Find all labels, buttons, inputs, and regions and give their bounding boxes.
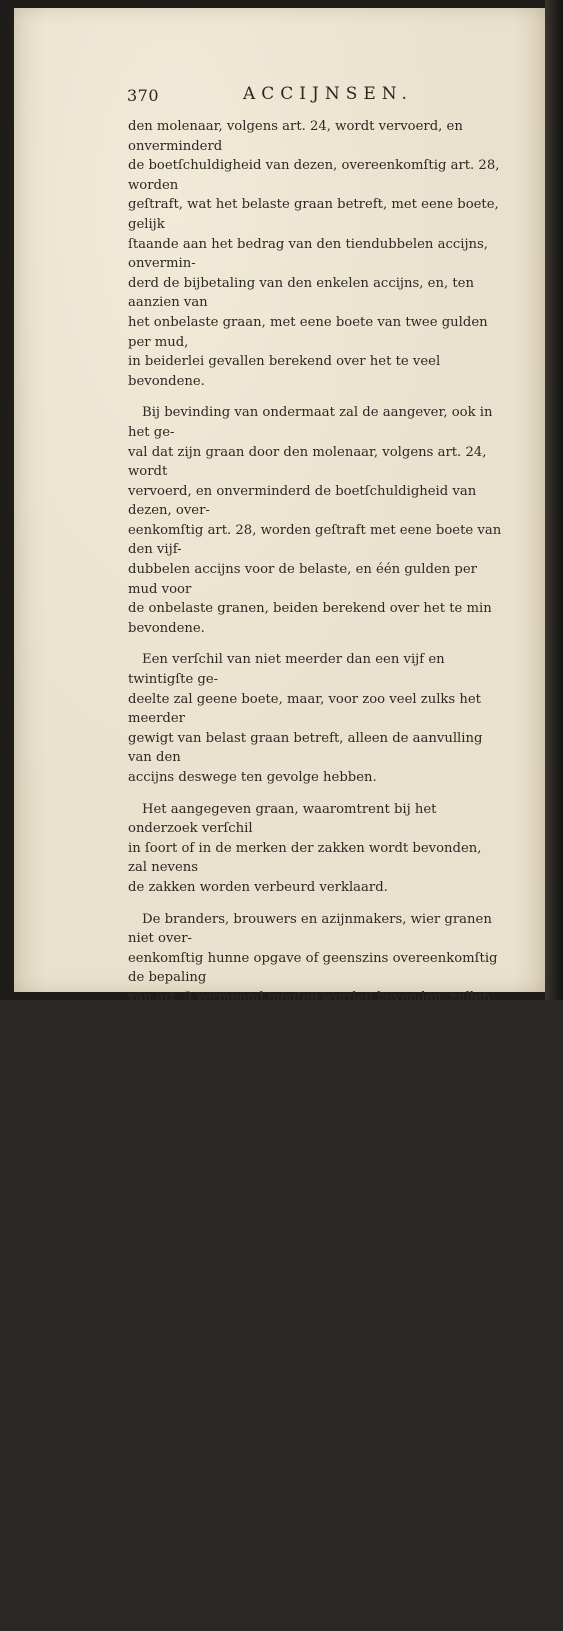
- paragraph-1: den molenaar, volgens art. 24, wordt vervoerd, en onverminderd de boetſchuldigheid van dezen, overeenkomſtig art. 28, worden geſtraft, wat het belaste graan betreft, met eene boete, gelijk ſtaande aan het bedrag van den tiendubbelen accijns, onvermin- derd de bijbetaling van den enkelen accijns, en, ten aanzien van het onbelaste graan, met eene boete van twee gulden per mud, in beiderlei gevallen berekend over het te veel bevondene.: [128, 119, 500, 389]
- running-title: ACCIJNSEN.: [243, 84, 413, 104]
- page-header: [113, 82, 513, 106]
- paragraph-2: Bij bevinding van ondermaat zal de aangever, ook in het ge- val dat zijn graan door den molenaar, volgens art. 24, wordt vervoerd, en onverminderd de boetſchuldigheid van dezen, over- eenkomſtig art. 28, worden geſtraft met eene boete van den vijf- dubbelen accijns voor de belaste, en één gulden per mud voor de onbelaste granen, beiden berekend over het te min bevondene.: [128, 405, 502, 636]
- body-text: [128, 117, 503, 1631]
- paragraph-4: Het aangegeven graan, waaromtrent bij het onderzoek verſchil in ſoort of in de merken der zakken wordt bevonden, zal nevens de zakken worden verbeurd verklaard.: [128, 801, 482, 895]
- page-edge-shadow: [545, 0, 563, 1000]
- page-number: 370: [127, 86, 160, 105]
- paragraph-3: Een verſchil van niet meerder dan een vijf en twintigſte ge- deelte zal geene boete, maar, voor zoo veel zulks het meerder gewigt van belast graan betreft, alleen de aanvulling van den accijns deswege ten gevolge hebben.: [128, 652, 483, 785]
- paragraph-6: De merken zullen op de zakken in olieverw moeten zijn en enkel aan dezer buitenzijde mogen worden geſteld, op verbeurte van het daarin zich bevindende graan, nevens de zakken.: [128, 1158, 493, 1272]
- paragraph-5: De branders, brouwers en azijnmakers, wier granen niet over- eenkomſtig hunne opgave of geenszins overeenkomſtig de bepaling van art. 3 vermengd mogten worden bevonden, zullen verbeuren eene boete van 20 centen voor elk pond, welke boete echter in het eerstgemelde geval, bij een verſchil van niet meer dan een vijf en twintigſte gedeelte, geenszins van toepaſsing zal zijn.: [128, 911, 501, 1143]
- paragraph-7: Art. 5. Na de gedane aangifte van aan den accijns onderwor- pen graan, en de voldoening van den accijns deswege, zal door den ontvanger worden afgegeven eene quitantie van betaalden ac- cijns, en dubbel van dien, beiden inhoudende den dag, de dag- teekening en het uur der afgifte, de hoeveelheid en de ſoort van het graan, het bedrag van den accijns, de merken en het getal der zakken, den naam van den perſoon, voor wien, en den mo- len, op welken de belanghebbende heeft aangegeven, dat het graan zal worden gemalen.: [128, 1288, 494, 1617]
